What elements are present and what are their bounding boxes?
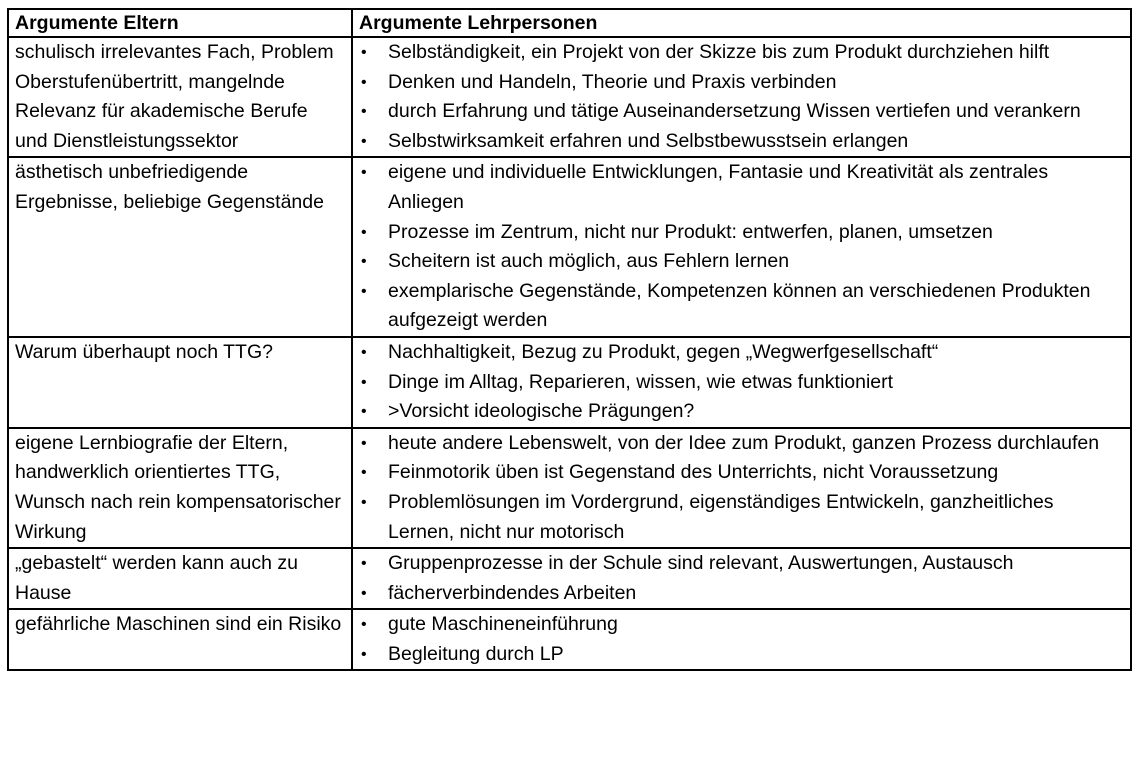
header-teachers: Argumente Lehrpersonen: [352, 9, 1131, 37]
list-item-text: Dinge im Alltag, Reparieren, wissen, wie etwas funktioniert: [388, 370, 894, 393]
parents-argument: „gebastelt“ werden kann auch zu Hause: [8, 548, 352, 609]
bullet-list: [359, 429, 1124, 547]
list-item-text: durch Erfahrung und tätige Auseinandersetzung Wissen vertiefen und verankern: [388, 100, 1081, 123]
parents-argument: gefährliche Maschinen sind ein Risiko: [8, 609, 352, 670]
table-row: [8, 37, 1131, 157]
list-item: [359, 579, 1124, 609]
list-item: [359, 488, 1124, 547]
bullet-icon: •: [361, 403, 367, 421]
bullet-list: [359, 338, 1124, 427]
list-item-text: >Vorsicht ideologische Prägungen?: [388, 400, 695, 423]
bullet-icon: •: [361, 132, 367, 150]
list-item: [359, 247, 1124, 277]
list-item: [359, 549, 1124, 579]
bullet-list: [359, 158, 1124, 336]
list-item: [359, 368, 1124, 398]
bullet-icon: •: [361, 434, 367, 452]
list-item: [359, 429, 1124, 459]
arguments-table: [7, 8, 1132, 671]
bullet-list: [359, 549, 1124, 608]
bullet-icon: •: [361, 584, 367, 602]
table-row: [8, 609, 1131, 670]
list-item-text: Selbstwirksamkeit erfahren und Selbstbewusstsein erlangen: [388, 129, 909, 152]
header-row: [8, 9, 1131, 37]
list-item: [359, 397, 1124, 427]
parents-argument: Warum überhaupt noch TTG?: [8, 337, 352, 428]
list-item: [359, 158, 1124, 217]
bullet-icon: •: [361, 464, 367, 482]
bullet-icon: •: [361, 73, 367, 91]
list-item: [359, 458, 1124, 488]
list-item-text: Gruppenprozesse in der Schule sind relevant, Auswertungen, Austausch: [388, 552, 1014, 575]
bullet-icon: •: [361, 343, 367, 361]
parents-argument: ästhetisch unbefriedigende Ergebnisse, beliebige Gegenstände: [8, 157, 352, 337]
list-item-text: exemplarische Gegenstände, Kompetenzen können an verschiedenen Produkten aufgezeigt werden: [388, 279, 1091, 332]
list-item: [359, 68, 1124, 98]
list-item: [359, 97, 1124, 127]
bullet-icon: •: [361, 282, 367, 300]
bullet-icon: •: [361, 253, 367, 271]
bullet-icon: •: [361, 223, 367, 241]
list-item-text: Nachhaltigkeit, Bezug zu Produkt, gegen „Wegwerfgesellschaft“: [388, 340, 939, 363]
table-row: [8, 548, 1131, 609]
list-item-text: Prozesse im Zentrum, nicht nur Produkt: entwerfen, planen, umsetzen: [388, 220, 993, 243]
teachers-arguments: [352, 37, 1131, 157]
list-item: [359, 610, 1124, 640]
teachers-arguments: [352, 609, 1131, 670]
teachers-arguments: [352, 157, 1131, 337]
parents-argument: eigene Lernbiografie der Eltern, handwerklich orientiertes TTG, Wunsch nach rein kompensatorischer Wirkung: [8, 428, 352, 548]
list-item-text: eigene und individuelle Entwicklungen, Fantasie und Kreativität als zentrales Anliegen: [388, 161, 1049, 213]
list-item: [359, 127, 1124, 157]
list-item: [359, 277, 1124, 336]
teachers-arguments: [352, 428, 1131, 548]
table-row: [8, 337, 1131, 428]
list-item: [359, 640, 1124, 670]
list-item-text: heute andere Lebenswelt, von der Idee zum Produkt, ganzen Prozess durchlaufen: [388, 431, 1100, 454]
bullet-icon: •: [361, 493, 367, 511]
bullet-icon: •: [361, 616, 367, 634]
bullet-icon: •: [361, 645, 367, 663]
list-item: [359, 338, 1124, 368]
list-item: [359, 38, 1124, 68]
list-item: [359, 218, 1124, 248]
list-item-text: Denken und Handeln, Theorie und Praxis verbinden: [388, 70, 837, 93]
bullet-icon: •: [361, 373, 367, 391]
teachers-arguments: [352, 337, 1131, 428]
bullet-icon: •: [361, 555, 367, 573]
list-item-text: Scheitern ist auch möglich, aus Fehlern lernen: [388, 250, 790, 273]
bullet-list: [359, 38, 1124, 156]
bullet-list: [359, 610, 1124, 669]
list-item-text: gute Maschineneinführung: [388, 613, 618, 636]
bullet-icon: •: [361, 103, 367, 121]
list-item-text: Feinmotorik üben ist Gegenstand des Unterrichts, nicht Voraussetzung: [388, 461, 999, 484]
list-item-text: fächerverbindendes Arbeiten: [388, 581, 637, 604]
table-row: [8, 428, 1131, 548]
list-item-text: Begleitung durch LP: [388, 642, 564, 665]
teachers-arguments: [352, 548, 1131, 609]
bullet-icon: •: [361, 164, 367, 182]
parents-argument: schulisch irrelevantes Fach, Problem Oberstufenübertritt, mangelnde Relevanz für akademische Berufe und Dienstleistungssektor: [8, 37, 352, 157]
list-item-text: Problemlösungen im Vordergrund, eigenständiges Entwickeln, ganzheitliches Lernen, nicht nur motorisch: [388, 490, 1054, 543]
header-parents: Argumente Eltern: [8, 9, 352, 37]
bullet-icon: •: [361, 44, 367, 61]
table-row: [8, 157, 1131, 337]
list-item-text: Selbständigkeit, ein Projekt von der Skizze bis zum Produkt durchziehen hilft: [388, 41, 1050, 63]
